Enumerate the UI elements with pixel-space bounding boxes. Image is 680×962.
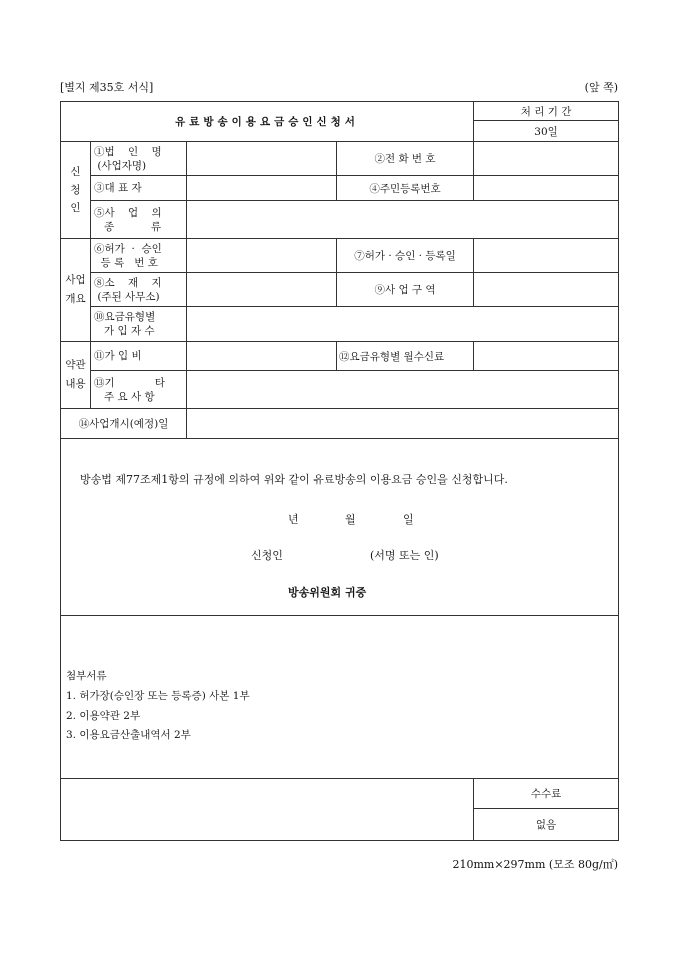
input-location[interactable] [187, 273, 337, 307]
section-terms: 약관 내용 [61, 342, 91, 409]
processing-period-label: 처 리 기 간 [474, 102, 619, 121]
label-representative: ③대 표 자 [91, 176, 187, 201]
paper-specification: 210mm×297mm (모조 80g/㎡) [452, 858, 618, 871]
attachment-item: 1. 허가장(승인장 또는 등록증) 사본 1부 [66, 690, 250, 702]
label-start-date: ⑭사업개시(예정)일 [61, 409, 187, 439]
input-subscribers-by-plan[interactable] [187, 307, 619, 342]
label-business-type: ⑤사 업 의 종 류 [91, 201, 187, 239]
date-year: 년 [288, 513, 299, 526]
addressee: 방송위원회 귀중 [288, 586, 367, 599]
fee-blank-area [61, 779, 474, 841]
input-subscription-fee[interactable] [187, 342, 337, 371]
attachments-title: 첨부서류 [66, 670, 107, 682]
input-license-number[interactable] [187, 239, 337, 273]
input-phone[interactable] [474, 142, 619, 176]
input-service-area[interactable] [474, 273, 619, 307]
form-title: 유료방송이용요금승인신청서 [61, 102, 474, 142]
input-other-matters[interactable] [187, 371, 619, 409]
input-resident-number[interactable] [474, 176, 619, 201]
input-corporate-name[interactable] [187, 142, 337, 176]
attachment-item: 3. 이용요금산출내역서 2부 [66, 729, 191, 741]
label-corporate-name: ①법 인 명 (사업자명) [91, 142, 187, 176]
date-day: 일 [403, 513, 414, 526]
label-location: ⑧소 재 지 (주된 사무소) [91, 273, 187, 307]
applicant-label: 신청인 [251, 549, 283, 562]
form-number: [별지 제35호 서식] [60, 81, 154, 94]
application-statement: 방송법 제77조제1항의 규정에 의하여 위와 같이 유료방송의 이용요금 승인을 신청합니다. [80, 473, 508, 486]
label-phone: ②전 화 번 호 [337, 142, 474, 176]
input-start-date[interactable] [187, 409, 619, 439]
signature-label: (서명 또는 인) [370, 549, 439, 562]
input-license-date[interactable] [474, 239, 619, 273]
label-resident-number: ④주민등록번호 [337, 176, 474, 201]
fee-value: 없음 [474, 809, 619, 841]
label-subscribers-by-plan: ⑩요금유형별 가 입 자 수 [91, 307, 187, 342]
fee-label: 수수료 [474, 779, 619, 809]
input-representative[interactable] [187, 176, 337, 201]
label-service-area: ⑨사 업 구 역 [337, 273, 474, 307]
page-side-label: (앞 쪽) [584, 81, 618, 94]
label-monthly-fee: ⑫요금유형별 월수신료 [337, 342, 474, 371]
label-license-number: ⑥허가 · 승인 등 록 번 호 [91, 239, 187, 273]
input-monthly-fee[interactable] [474, 342, 619, 371]
label-subscription-fee: ⑪가 입 비 [91, 342, 187, 371]
section-business-overview: 사업 개요 [61, 239, 91, 342]
label-other-matters: ⑬기 타 주 요 사 항 [91, 371, 187, 409]
input-business-type[interactable] [187, 201, 619, 239]
date-month: 월 [345, 513, 356, 526]
attachment-item: 2. 이용약관 2부 [66, 710, 141, 722]
label-license-date: ⑦허가 · 승인 · 등록일 [337, 239, 474, 273]
processing-period-value: 30일 [474, 121, 619, 142]
section-applicant: 신 청 인 [61, 142, 91, 239]
